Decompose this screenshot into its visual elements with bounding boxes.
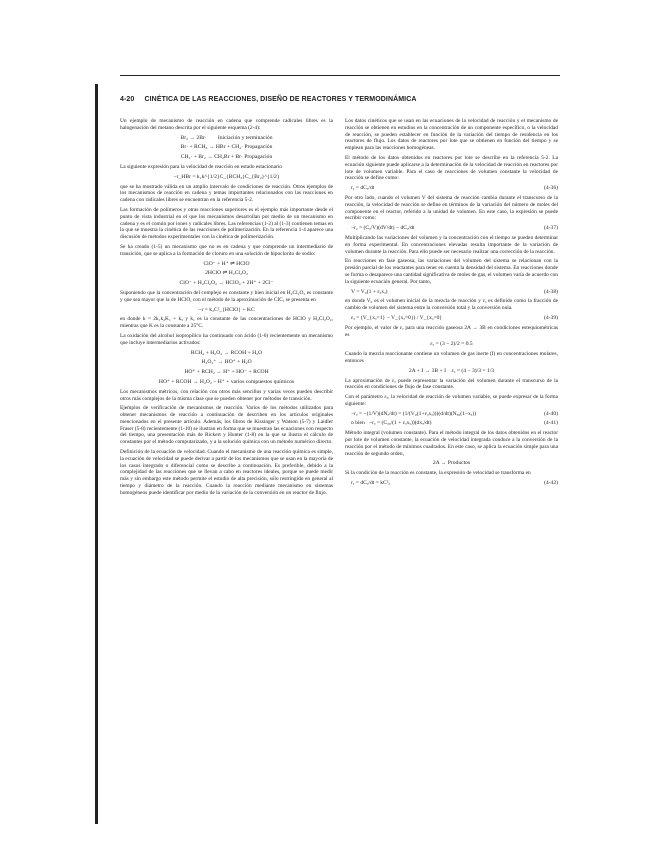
equation bbox=[345, 368, 558, 375]
paragraph: Las formación de polímeros y otras reacciones superiores es el ejemplo más importante desde el punto de vista industrial en el que los mecanismos desarrollan por medio de un mecanismo en cadena y es el común por iones y radicales libres. Las referencias (1-2) al (1-3) contienen temas en la que se muestra la cinética de las reacciones de polimerización. En la referencia 1-4 aparece una discusión de métodos experimentales con la cinética de polimerización. bbox=[120, 206, 333, 241]
equation bbox=[345, 420, 558, 427]
equation bbox=[345, 225, 558, 232]
paragraph: en donde k = 2k₁k₂K₁ + k₃ y k₁ es la constante de las concentraciones de HClO y H₂Cl₂O₂, mientras que K es la constante a 25°C. bbox=[120, 316, 333, 330]
paragraph: En reacciones en fase gaseosa, las variaciones del volumen del sistema se relacionan con la presión parcial de los reactantes para tener en cuenta la densidad del sistema. En reacciones donde se forma o desaparece una cantidad significativa de moles de gas, el volumen varía de acuerdo con la siguiente ecuación general. Por tanto, bbox=[345, 258, 558, 285]
paragraph: La aproximación de εₐ puede representar la variación del volumen durante el transcurso de la reacción en condiciones de flujo de fase constante. bbox=[345, 377, 558, 391]
equation-text: o bien −rₐ = (Cₐ₀/(1 + εₐxₐ))(dxₐ/dt) bbox=[351, 420, 432, 427]
equation bbox=[120, 144, 333, 151]
paragraph: El método de los datos obtenidos en reactores por lote se describe en la referencia 5-2. La ecuación siguiente puede aplicarse a la determinación de la velocidad de reacción en reactores por lote de volumen variable. Para el caso de reacciones de volumen constante la velocidad de reacción se define como: bbox=[345, 154, 558, 182]
equation bbox=[345, 185, 558, 192]
equation-text: rₐ = dCₐ/dt = kC²ₐ bbox=[351, 480, 390, 487]
paragraph: Definición de la ecuación de velocidad. Cuando el mecanismo de una reacción química es simple, la ecuación de velocidad se puede derivar a partir de los mecanismos que se usan en la mayoría de los casos integrado o diferencial como se describe a continuación. Es preferible, debido a la complejidad de las reacciones que se llevan a cabo en reactores ideales, porque se puede medir más y sin embargo este método permite el estudio de alta precisión, sólo restringido en general al tiempo y diámetro de la reacción. Cuando la reacción mediante mecanismo en sistemas homogéneos puede identificar por medio de la variación de la conversión en un reactor de flujo. bbox=[120, 449, 333, 496]
paragraph: Se ha creado (1-5) un mecanismo que no es en cadena y que comprende un intermediario de transición, que se aplica a la formación de cloruro en una solución de hipoclorito de sodio: bbox=[120, 243, 333, 257]
equation bbox=[345, 315, 558, 322]
equation-text: −rₐ = (Cₐ/V)(dV/dt) − dCₐ/dt bbox=[351, 225, 415, 232]
running-title: CINÉTICA DE LAS REACCIONES, DISEÑO DE REACTORES Y TERMODINÁMICA bbox=[144, 96, 417, 103]
paragraph: Por otro lado, cuando el volumen V del sistema de reacción cambia durante el transcurso de la reacción, la velocidad de reacción se define en términos de la variación del número de moles del componente en el reactor, referido a la unidad de volumen. En este caso, la expresión se puede escribir como: bbox=[345, 194, 558, 222]
equation-text: Br· + RCH₃ → HBr + CH₂· Propagación bbox=[180, 144, 273, 151]
paragraph: Los datos cinéticos que se usan en las ecuaciones de la velocidad de reacción y el mecanismo de reacción se obtienen en estudios en la concentración de un componente específico, o la velocidad de reacción, se pueden establecer en función de la variación del tiempo de residencia en los reactores de flujo. Los datos de reactores por lote que se obtienen en función del tiempo y se emplean para las reacciones homogéneas. bbox=[345, 118, 558, 152]
equation bbox=[345, 480, 558, 487]
equation bbox=[120, 369, 333, 376]
page-margin bbox=[0, 0, 95, 848]
equation-text: HO⁺ + RCH₂ → H⁺ + HO⁻ + RCOH bbox=[184, 369, 269, 376]
equation-text: 2A → Productos bbox=[432, 460, 471, 467]
equation bbox=[120, 154, 333, 161]
equation-text: εₐ = (3 − 2)/2 = 0.5 bbox=[430, 341, 473, 348]
paragraph: en donde V₀ es el volumen inicial de la mezcla de reacción y εₐ es definido como la fracción de cambio de volumen del sistema entre la conversión total y la conversión nula. bbox=[345, 298, 558, 312]
equation bbox=[120, 135, 333, 142]
paragraph: Los mecanismos métricos, con relación con otros más sencillos y varias veces pueden describir otros más complejos de la misma clase que se pueden obtener por métodos de transición. bbox=[120, 388, 333, 402]
paragraph: Si la condición de la reacción es constante, la expresión de velocidad se transforma en bbox=[345, 470, 531, 477]
paragraph: Multiplicando las variaciones del volumen y la concentración con el tiempo se pueden determinar en forma experimental. En concentraciones elevadas resulta importante de la variación de volumen durante la reacción. Para ello puede ser necesario realizar una corrección de la reacción. bbox=[345, 234, 558, 255]
paragraph: Método integral (volumen constante). Para el método integral de los datos obtenidos en el reactor por lote de volumen constante, la ecuación de velocidad integrada conduce a la conversión de la reacción por el método de mínimos cuadrados. En este caso, se aplica la ecuación simple para una reacción de segundo orden, bbox=[345, 430, 558, 457]
equation-number: (4-42) bbox=[544, 480, 558, 487]
equation-number: (4-38) bbox=[544, 288, 558, 295]
equation-text: RCH₂ + H₂O₂ → RCOH + H₂O bbox=[190, 349, 263, 356]
equation-text: ClO⁻ + H⁺ ⇌ HClO bbox=[203, 260, 250, 267]
equation-text: 2HClO ⇌ H₂Cl₂O₂ bbox=[205, 270, 248, 277]
equation-text: CH₂· + Br₂ → CH₂Br + Br· Propagación bbox=[180, 154, 273, 161]
equation bbox=[120, 307, 333, 314]
equation-text: V = V₀(1 + εₐxₐ) bbox=[351, 288, 388, 295]
equation bbox=[120, 270, 333, 277]
left-column bbox=[120, 118, 333, 500]
equation bbox=[120, 261, 333, 268]
equation-text: 2A + I → 3B + I εₐ = (4 − 3)/3 = 1/3 bbox=[408, 367, 495, 374]
paragraph: Ejemplos de verificación de mecanismos de reacción. Varios de los métodos utilizados para obtener mecanismos de reacción a continuación de describen en los artículos originales mencionados en el presente artículo. Además, los libros de Kissinger y Watson (5-7) y Laidler Fraser (5-8) recientemente (1-10) se ilustran en forma que se muestran las ecuaciones con respecto del tiempo, una presentación más de Rickert y Hunter (1-8) en la que se ilustra el cálculo de constantes por el método computarizado, y a la solución química con un método numérico directo. bbox=[120, 405, 333, 446]
equation bbox=[120, 379, 333, 386]
equation-number: (4-36) bbox=[544, 185, 558, 192]
paragraph: Por ejemplo, el valor de εₐ para una reacción gaseosa 2A → 3B en condiciones estequiométricas es bbox=[345, 324, 558, 338]
equation-text: εₐ = (V_{xₐ=1} − V_{xₐ=0}) / V_{xₐ=0} bbox=[351, 314, 443, 321]
running-header bbox=[120, 96, 560, 103]
top-rule bbox=[120, 75, 560, 76]
equation bbox=[345, 289, 558, 296]
equation-text: HO⁺ + RCOH → H₂O₂ − H⁺ + varios compuestos químicos bbox=[158, 378, 295, 385]
equation-text: H₂O₂⁺ → HO⁺ + H₂O bbox=[201, 359, 252, 366]
right-column bbox=[345, 118, 558, 490]
paragraph: Suponiendo que la concentración del complejo es constante y bien inicial en H₂Cl₂O₂ es constante y que sea mayor que la de HClO, con el método de la aproximación de CIC, se presenta en bbox=[120, 289, 333, 303]
equation bbox=[120, 350, 333, 357]
equation-number: (4-39) bbox=[544, 314, 558, 321]
equation-text: Br₂ → 2Br· Iniciación y terminación bbox=[180, 134, 273, 141]
equation-text: ClO⁻ + H₂Cl₂O₂ → HClO₂ + 2H⁺ + 2Cl⁻ bbox=[179, 280, 274, 287]
paragraph: La oxidación del alcohol isopropílico ha continuado con ácido (1-6) recientemente un mecanismo que incluye intermediarios activados: bbox=[120, 332, 333, 346]
equation-number: (4-37) bbox=[544, 225, 558, 232]
page-number: 4-20 bbox=[120, 96, 135, 103]
equation-text: −rₐ = −(1/V)(dNₐ/dt) = (1/(V₀(1+εₐxₐ)))(d/dt)(Nₐ₀(1−xₐ)) bbox=[351, 410, 477, 417]
equation bbox=[345, 341, 558, 348]
equation bbox=[345, 460, 558, 467]
equation-text: −r_HBr = k₁k^{1/2}C_{RCH₃}C_{Br₂}^{1/2} bbox=[173, 173, 280, 180]
binding-bar bbox=[95, 84, 98, 824]
equation bbox=[120, 174, 333, 181]
equation-number: (4-40) bbox=[544, 410, 558, 417]
paragraph: Un ejemplo de mecanismo de reacción en cadena que comprende radicales libres es la halogenación del metano descrita por el siguiente esquema (2-4): bbox=[120, 118, 333, 131]
paragraph: Cuando la mezcla reaccionante contiene un volumen de gas inerte (I) en concentraciones molares, entonces bbox=[345, 351, 558, 364]
equation bbox=[120, 280, 333, 287]
equation-text: rₐ = dCₐ/dt bbox=[351, 185, 375, 192]
equation bbox=[120, 359, 333, 366]
equation bbox=[345, 411, 558, 418]
equation-number: (4-41) bbox=[544, 420, 558, 427]
paragraph: que se ha mostrado válida en un amplio intervalo de condiciones de reacción. Otros ejemplos de los mecanismos de reacción en cadena y temas importantes relacionados con las reacciones en cadena con radicales libres se encuentran en la referencia 5-2. bbox=[120, 183, 333, 204]
paragraph: La siguiente expresión para la velocidad de reacción en estado estacionario bbox=[120, 163, 282, 170]
paragraph: Con el parámetro εₐ, la velocidad de reacción de volumen variable, se puede expresar de la forma siguiente: bbox=[345, 394, 558, 407]
equation-text: −r = k₂C²_{HClO} + KC bbox=[198, 306, 255, 313]
